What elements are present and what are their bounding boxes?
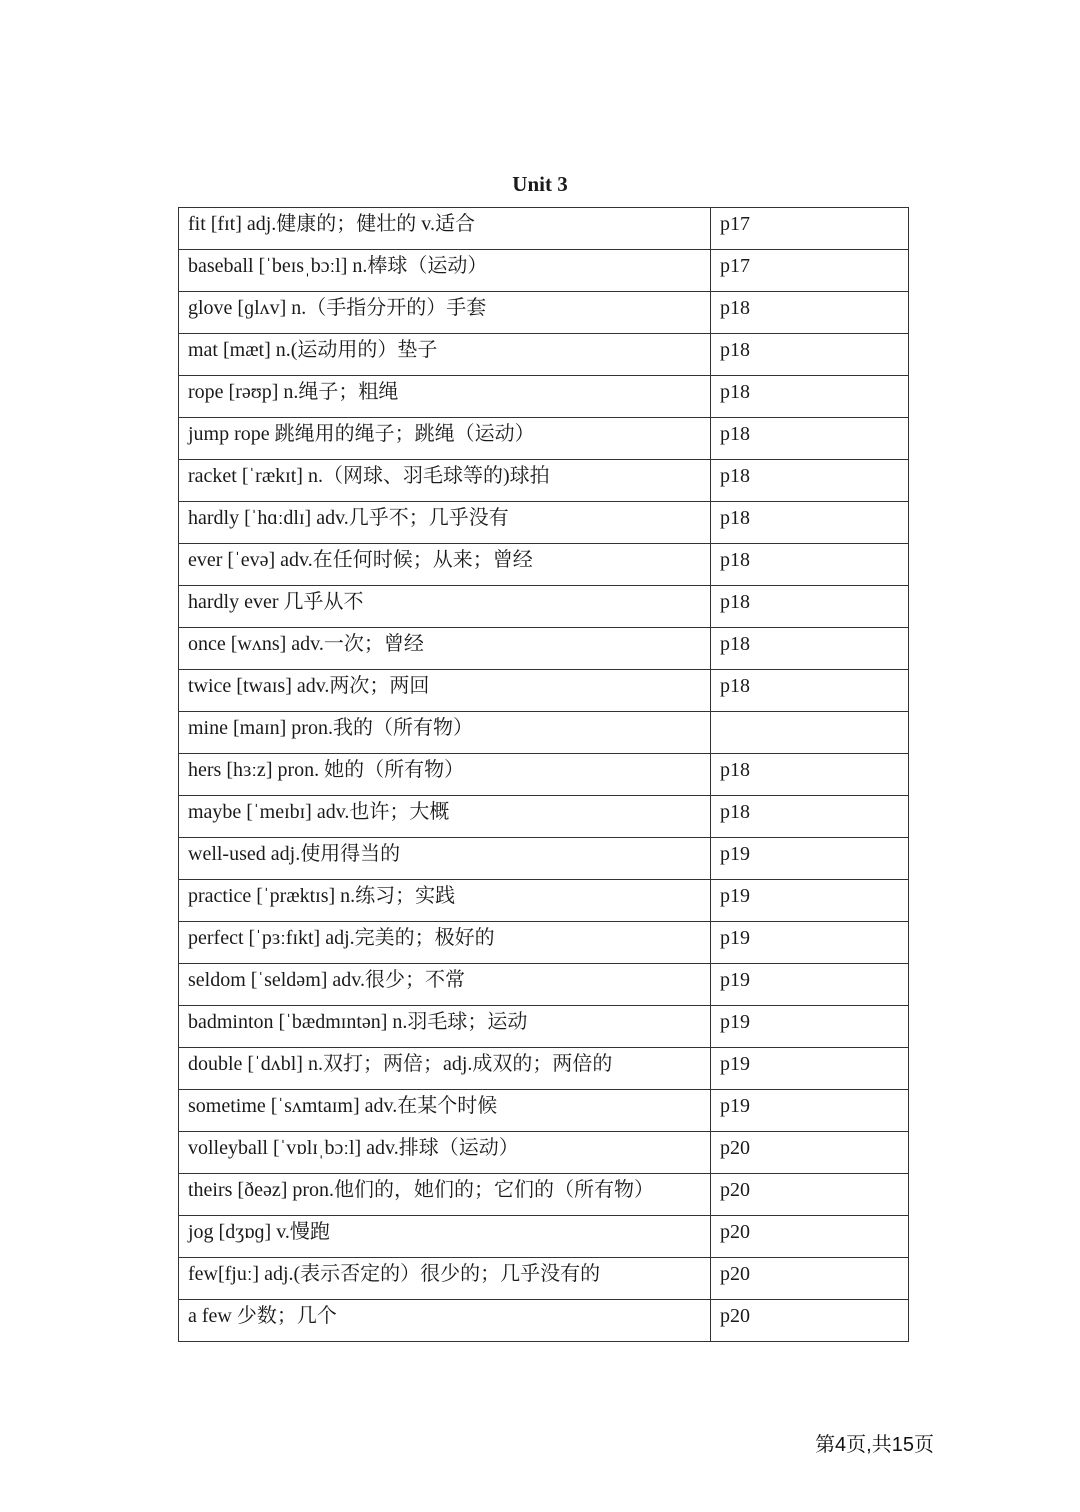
page-cell: p18 <box>711 544 909 586</box>
word-cell: hers [hɜːz] pron. 她的（所有物） <box>179 754 711 796</box>
word-cell: fit [fɪt] adj.健康的；健壮的 v.适合 <box>179 208 711 250</box>
page-cell: p19 <box>711 964 909 1006</box>
word-cell: jog [dʒɒɡ] v.慢跑 <box>179 1216 711 1258</box>
page-cell: p17 <box>711 208 909 250</box>
table-row <box>179 754 909 796</box>
page-cell: p18 <box>711 460 909 502</box>
page-cell: p18 <box>711 796 909 838</box>
word-cell: perfect [ˈpɜːfɪkt] adj.完美的；极好的 <box>179 922 711 964</box>
table-row <box>179 376 909 418</box>
table-row <box>179 1258 909 1300</box>
page-cell: p20 <box>711 1132 909 1174</box>
page-cell: p18 <box>711 292 909 334</box>
word-cell: volleyball [ˈvɒlɪˌbɔːl] adv.排球（运动） <box>179 1132 711 1174</box>
table-row <box>179 502 909 544</box>
page-cell: p20 <box>711 1300 909 1342</box>
table-row <box>179 1300 909 1342</box>
table-row <box>179 1048 909 1090</box>
page-cell: p18 <box>711 754 909 796</box>
table-row <box>179 880 909 922</box>
page-cell: p18 <box>711 376 909 418</box>
word-cell: sometime [ˈsʌmtaɪm] adv.在某个时候 <box>179 1090 711 1132</box>
word-cell: mine [maɪn] pron.我的（所有物） <box>179 712 711 754</box>
page-cell: p18 <box>711 502 909 544</box>
table-row <box>179 964 909 1006</box>
word-cell: once [wʌns] adv.一次；曾经 <box>179 628 711 670</box>
table-row <box>179 922 909 964</box>
table-row <box>179 460 909 502</box>
word-cell: theirs [ðeəz] pron.他们的，她们的；它们的（所有物） <box>179 1174 711 1216</box>
table-row <box>179 712 909 754</box>
word-cell: double [ˈdʌbl] n.双打；两倍；adj.成双的；两倍的 <box>179 1048 711 1090</box>
table-row <box>179 544 909 586</box>
word-cell: glove [ɡlʌv] n.（手指分开的）手套 <box>179 292 711 334</box>
table-row <box>179 418 909 460</box>
table-row <box>179 1216 909 1258</box>
unit-title: Unit 3 <box>512 172 568 196</box>
word-cell: rope [rəʊp] n.绳子；粗绳 <box>179 376 711 418</box>
page-cell: p20 <box>711 1174 909 1216</box>
page-cell: p18 <box>711 334 909 376</box>
word-cell: ever [ˈevə] adv.在任何时候；从来；曾经 <box>179 544 711 586</box>
table-row <box>179 334 909 376</box>
word-cell: seldom [ˈseldəm] adv.很少；不常 <box>179 964 711 1006</box>
page-cell: p19 <box>711 838 909 880</box>
table-row <box>179 1006 909 1048</box>
word-cell: jump rope 跳绳用的绳子；跳绳（运动） <box>179 418 711 460</box>
word-cell: practice [ˈpræktɪs] n.练习；实践 <box>179 880 711 922</box>
table-row <box>179 292 909 334</box>
word-cell: baseball [ˈbeɪsˌbɔːl] n.棒球（运动） <box>179 250 711 292</box>
page-cell: p19 <box>711 922 909 964</box>
table-row <box>179 1132 909 1174</box>
word-cell: badminton [ˈbædmɪntən] n.羽毛球；运动 <box>179 1006 711 1048</box>
word-cell: mat [mæt] n.(运动用的）垫子 <box>179 334 711 376</box>
page-cell <box>711 712 909 754</box>
page-cell: p20 <box>711 1216 909 1258</box>
table-row <box>179 250 909 292</box>
page-cell: p19 <box>711 1006 909 1048</box>
table-row <box>179 1090 909 1132</box>
page-cell: p19 <box>711 1048 909 1090</box>
word-cell: few[fjuː] adj.(表示否定的）很少的；几乎没有的 <box>179 1258 711 1300</box>
page-cell: p18 <box>711 628 909 670</box>
word-cell: racket [ˈrækɪt] n.（网球、羽毛球等的)球拍 <box>179 460 711 502</box>
word-cell: hardly ever 几乎从不 <box>179 586 711 628</box>
word-cell: maybe [ˈmeɪbɪ] adv.也许；大概 <box>179 796 711 838</box>
table-row <box>179 628 909 670</box>
table-row <box>179 838 909 880</box>
table-row <box>179 670 909 712</box>
word-cell: a few 少数；几个 <box>179 1300 711 1342</box>
page-cell: p18 <box>711 418 909 460</box>
page-cell: p18 <box>711 586 909 628</box>
page-cell: p20 <box>711 1258 909 1300</box>
vocabulary-table <box>178 207 909 1342</box>
table-row <box>179 1174 909 1216</box>
page-cell: p18 <box>711 670 909 712</box>
page-number: 第4页,共15页 <box>815 1434 934 1456</box>
page-cell: p19 <box>711 880 909 922</box>
word-cell: well-used adj.使用得当的 <box>179 838 711 880</box>
table-row <box>179 586 909 628</box>
word-cell: twice [twaɪs] adv.两次；两回 <box>179 670 711 712</box>
page-cell: p19 <box>711 1090 909 1132</box>
table-row <box>179 796 909 838</box>
page-cell: p17 <box>711 250 909 292</box>
table-row <box>179 208 909 250</box>
word-cell: hardly [ˈhɑːdlɪ] adv.几乎不；几乎没有 <box>179 502 711 544</box>
